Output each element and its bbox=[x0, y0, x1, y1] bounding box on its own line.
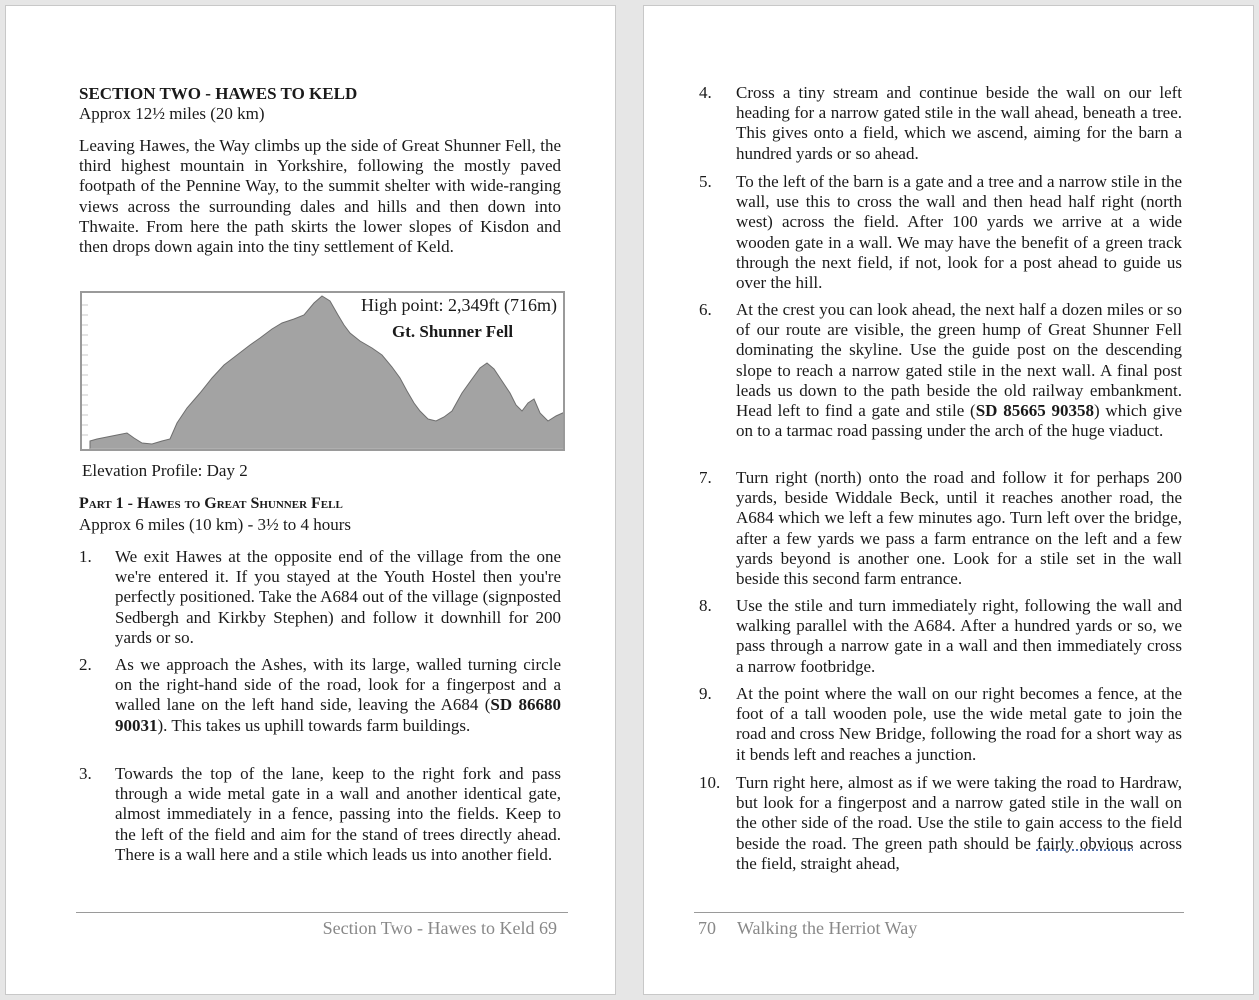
step-number: 9. bbox=[699, 684, 712, 703]
step-text-part: across the field, straight ahead, bbox=[736, 833, 1182, 873]
step-text-part: ) which give on to a tarmac road passing under the arch of the huge viaduct. bbox=[736, 401, 1183, 441]
step-text: Use the stile and turn immediately right, following the wall and walking parallel with the A684. After a hundred yards or so, we pass through a narrow gate in a wall and then immediately cross a narrow footbridge. bbox=[736, 596, 1182, 676]
peak-label: Gt. Shunner Fell bbox=[392, 322, 514, 341]
step-text: Cross a tiny stream and continue beside the wall on our left heading for a narrow gated stile in the wall ahead, beneath a tree. This gives onto a field, which we ascend, aiming for the barn a hundred yards or so ahead. bbox=[736, 83, 1182, 163]
part-title: Part 1 - Hawes to Great Shunner Fell bbox=[79, 495, 343, 512]
step-text bbox=[736, 773, 1182, 874]
step-number: 3. bbox=[79, 764, 92, 783]
spellcheck-underlined-text[interactable]: fairly obvious bbox=[1036, 833, 1134, 853]
step-text: Turn right (north) onto the road and follow it for perhaps 200 yards, beside Widdale Beck, until it reaches another road, the A684 which we left a few minutes ago. Turn left over the bridge, after a few yards we pass a farm entrance on the left and a few yards beyond is another one. Look for a stile set in the wall beside this second farm entrance. bbox=[736, 468, 1182, 589]
step-number: 7. bbox=[699, 468, 712, 487]
elevation-profile-graphic bbox=[82, 293, 565, 451]
section-distance: Approx 12½ miles (20 km) bbox=[79, 104, 265, 123]
step-number: 8. bbox=[699, 596, 712, 615]
footer-left: Section Two - Hawes to Keld 69 bbox=[322, 918, 557, 938]
footer-page-number: 70 bbox=[698, 918, 716, 938]
step-text-part: Turn right here, almost as if we were taking the road to Hardraw, but look for a fingerpost and a narrow gated stile in the wall on the other side of the road. Use the stile to gain access to the field beside the road. The green path should be bbox=[736, 773, 1182, 853]
footer-book-title: Walking the Herriot Way bbox=[737, 918, 918, 938]
footer-rule bbox=[694, 912, 1184, 913]
high-point-label: High point: 2,349ft (716m) bbox=[361, 295, 557, 315]
grid-reference: SD 85665 90358 bbox=[975, 401, 1094, 421]
step-text-part: As we approach the Ashes, with its large, walled turning circle on the right-hand side of the road, look for a fingerpost and a walled lane on the left hand side, leaving the A684 ( bbox=[115, 655, 561, 715]
part-distance: Approx 6 miles (10 km) - 3½ to 4 hours bbox=[79, 515, 351, 534]
step-text bbox=[736, 300, 1182, 441]
step-text: At the point where the wall on our right becomes a fence, at the foot of a tall wooden pole, use the wide metal gate to join the road and cross New Bridge, following the road for a short way as it bends left and reaches a junction. bbox=[736, 684, 1182, 764]
section-title: SECTION TWO - HAWES TO KELD bbox=[79, 84, 358, 103]
step-number: 5. bbox=[699, 172, 712, 191]
step-text bbox=[115, 655, 561, 736]
step-number: 2. bbox=[79, 655, 92, 674]
footer-rule bbox=[76, 912, 568, 913]
step-number: 6. bbox=[699, 300, 712, 319]
step-text-part: ). This takes us uphill towards farm buildings. bbox=[157, 715, 471, 735]
step-text: To the left of the barn is a gate and a tree and a narrow stile in the wall, use this to cross the wall and then head half right (north west) across the field. After 100 yards we arrive at a wide wooden gate in a wall. We may have the benefit of a green track through the next field, if not, look for a post ahead to guide us over the hill. bbox=[736, 172, 1182, 293]
step-text-part: At the crest you can look ahead, the next half a dozen miles or so of our route are visible, the green hump of Great Shunner Fell dominating the skyline. Use the guide post on the descending slope to reach a narrow gated stile in the next wall. A final post leads us down to the path beside the old railway embankment. Head left to find a gate and stile ( bbox=[736, 300, 1182, 421]
intro-paragraph: Leaving Hawes, the Way climbs up the side of Great Shunner Fell, the third highest mountain in Yorkshire, following the mostly paved footpath of the Pennine Way, to the summit shelter with wide-ranging views across the surrounding dales and hills and then down into Thwaite. From here the path skirts the lower slopes of Kisdon and then drops down again into the tiny settlement of Keld. bbox=[79, 136, 561, 257]
step-number: 4. bbox=[699, 83, 712, 102]
step-number: 1. bbox=[79, 547, 92, 566]
step-text: Towards the top of the lane, keep to the right fork and pass through a wide metal gate in a wall and another identical gate, almost immediately in a fence, passing into the fields. Keep to the left of the field and aim for the stand of trees directly ahead. There is a wall here and a stile which leads us into another field. bbox=[115, 764, 561, 864]
left-page bbox=[5, 5, 616, 995]
step-text: We exit Hawes at the opposite end of the village from the one we're entered it. If you stayed at the Youth Hostel then you're perfectly positioned. Take the A684 out of the village (signposted Sedbergh and Kirkby Stephen) and follow it downhill for 200 yards or so. bbox=[115, 547, 561, 647]
profile-caption: Elevation Profile: Day 2 bbox=[82, 461, 248, 480]
step-number: 10. bbox=[699, 773, 721, 792]
grid-reference: SD 86680 90031 bbox=[115, 695, 561, 735]
elevation-profile bbox=[80, 291, 565, 451]
right-page bbox=[643, 5, 1254, 995]
